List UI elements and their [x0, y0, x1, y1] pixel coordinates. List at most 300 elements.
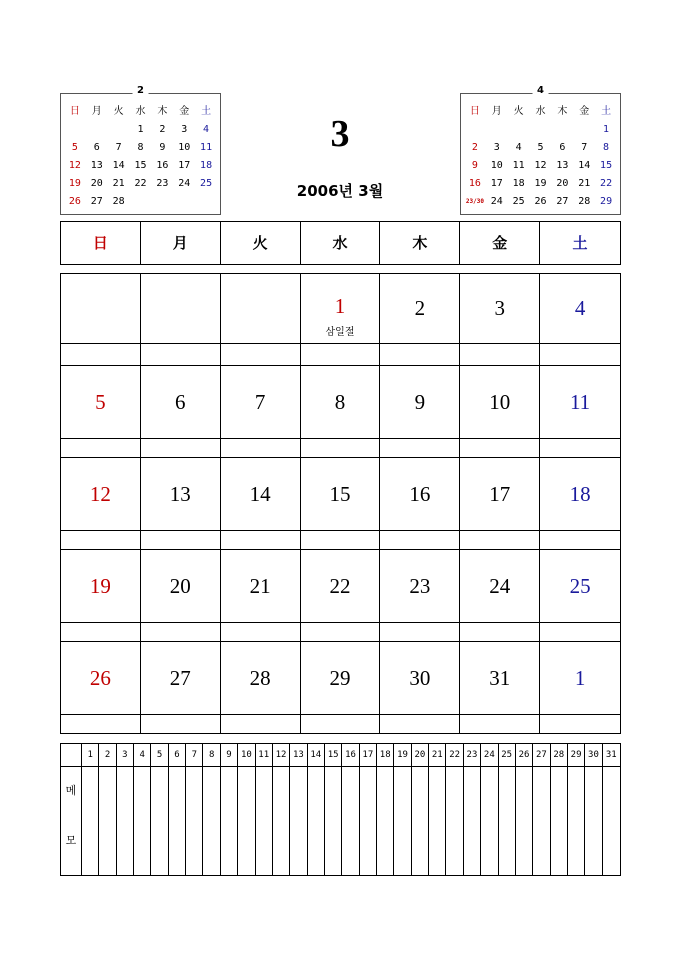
mini-day: 14	[578, 160, 591, 171]
mini-weekday-label: 金	[579, 106, 590, 117]
mini-day: 21	[578, 178, 591, 189]
day-number: 29	[329, 665, 351, 690]
memo-day-number: 8	[203, 744, 219, 767]
memo-day-number: 10	[238, 744, 254, 767]
mini-day: 16	[468, 178, 481, 189]
day-cell[interactable]	[141, 550, 221, 641]
memo-corner	[61, 744, 81, 767]
week-row	[61, 458, 620, 550]
memo-day-number: 20	[412, 744, 428, 767]
mini-day: 14	[112, 160, 125, 171]
day-cell-main	[540, 458, 620, 531]
memo-day-number: 1	[82, 744, 98, 767]
mini-day: 28	[112, 196, 125, 207]
day-number: 22	[329, 573, 351, 598]
mini-weekday-label: 日	[69, 106, 80, 117]
day-cell[interactable]	[221, 274, 301, 365]
day-cell[interactable]	[540, 366, 620, 457]
weekday-wed: 水	[301, 222, 381, 264]
day-cell[interactable]	[380, 366, 460, 457]
memo-label-top: 메	[65, 784, 77, 797]
memo-day-column[interactable]	[394, 744, 411, 875]
day-cell-main	[61, 550, 140, 623]
mini-day: 12	[68, 160, 81, 171]
memo-label-bottom: 모	[65, 834, 77, 847]
day-cell-main	[141, 550, 220, 623]
mini-day: 22	[134, 178, 147, 189]
mini-day: 4	[515, 142, 522, 153]
week-row	[61, 274, 620, 366]
memo-day-number: 31	[603, 744, 620, 767]
day-cell-main	[221, 274, 300, 344]
mini-weekday-label: 木	[157, 106, 168, 117]
day-cell[interactable]	[61, 642, 141, 733]
day-cell[interactable]	[301, 550, 381, 641]
day-cell-notes[interactable]	[301, 531, 380, 549]
day-cell-notes[interactable]	[301, 623, 380, 641]
day-cell[interactable]	[141, 274, 221, 365]
day-cell-notes[interactable]	[141, 623, 220, 641]
day-cell[interactable]	[301, 274, 381, 365]
mini-day: 13	[556, 160, 569, 171]
day-cell-main	[221, 550, 300, 623]
mini-day: 1	[603, 124, 610, 135]
day-cell[interactable]	[141, 366, 221, 457]
day-cell[interactable]	[221, 642, 301, 733]
weekday-tue: 火	[221, 222, 301, 264]
day-cell-notes[interactable]	[380, 623, 459, 641]
mini-day: 12	[534, 160, 547, 171]
memo-day-column[interactable]	[238, 744, 255, 875]
memo-day-number: 4	[134, 744, 150, 767]
day-number: 27	[169, 665, 191, 690]
mini-day: 11	[512, 160, 525, 171]
memo-day-number: 9	[221, 744, 237, 767]
mini-day	[173, 193, 195, 211]
weekday-thu: 木	[380, 222, 460, 264]
mini-weekday-label: 水	[535, 106, 546, 117]
day-number: 26	[89, 665, 111, 690]
weekday-sun: 日	[61, 222, 141, 264]
mini-weekday-label: 土	[201, 106, 212, 117]
day-cell-main	[141, 458, 220, 531]
day-cell[interactable]	[221, 458, 301, 549]
day-cell-main	[380, 274, 459, 344]
mini-day: 19	[534, 178, 547, 189]
memo-day-column[interactable]	[186, 744, 203, 875]
mini-weekday-label: 木	[557, 106, 568, 117]
memo-day-number: 22	[446, 744, 462, 767]
memo-day-column[interactable]	[82, 744, 99, 875]
memo-day-number: 21	[429, 744, 445, 767]
day-cell-notes[interactable]	[380, 715, 459, 733]
day-cell-notes[interactable]	[460, 439, 539, 457]
memo-day-column[interactable]	[203, 744, 220, 875]
day-cell-main	[380, 458, 459, 531]
day-number: 16	[409, 481, 431, 506]
day-number: 18	[569, 481, 591, 506]
day-cell-main	[380, 642, 459, 715]
memo-day-column[interactable]	[499, 744, 516, 875]
mini-weekday-label: 火	[113, 106, 124, 117]
week-row	[61, 366, 620, 458]
day-number: 11	[569, 389, 591, 414]
day-cell[interactable]	[301, 366, 381, 457]
memo-day-column[interactable]	[134, 744, 151, 875]
day-cell-notes[interactable]	[460, 344, 539, 365]
mini-weekday-label: 金	[179, 106, 190, 117]
day-cell[interactable]	[540, 550, 620, 641]
day-cell[interactable]	[460, 458, 540, 549]
day-cell-main	[61, 642, 140, 715]
day-cell[interactable]	[460, 366, 540, 457]
memo-day-column[interactable]	[446, 744, 463, 875]
day-cell-notes[interactable]	[540, 623, 620, 641]
mini-day: 27	[90, 196, 103, 207]
memo-day-column[interactable]	[568, 744, 585, 875]
day-number: 21	[249, 573, 271, 598]
memo-day-column[interactable]	[308, 744, 325, 875]
memo-day-column[interactable]	[412, 744, 429, 875]
day-cell[interactable]	[380, 458, 460, 549]
day-number: 20	[169, 573, 191, 598]
day-cell[interactable]	[221, 550, 301, 641]
day-cell[interactable]	[460, 550, 540, 641]
mini-day: 10	[490, 160, 503, 171]
day-cell[interactable]	[460, 642, 540, 733]
memo-label-column	[61, 744, 82, 875]
memo-day-column[interactable]	[429, 744, 446, 875]
memo-day-number: 7	[186, 744, 202, 767]
memo-day-column[interactable]	[256, 744, 273, 875]
mini-calendar-prev-title: 2	[132, 85, 149, 96]
day-cell[interactable]	[380, 642, 460, 733]
memo-day-number: 25	[499, 744, 515, 767]
day-cell-notes[interactable]	[301, 439, 380, 457]
mini-day: 20	[90, 178, 103, 189]
memo-day-column[interactable]	[603, 744, 620, 875]
day-cell-notes[interactable]	[460, 531, 539, 549]
day-cell-main	[221, 366, 300, 439]
mini-calendar-next-grid	[464, 103, 617, 211]
day-cell-notes[interactable]	[540, 531, 620, 549]
day-number: 6	[175, 389, 186, 414]
memo-day-number: 23	[464, 744, 480, 767]
memo-day-column[interactable]	[481, 744, 498, 875]
day-cell-main	[460, 458, 539, 531]
day-cell-main	[301, 458, 380, 531]
memo-day-number: 30	[585, 744, 601, 767]
mini-day: 21	[112, 178, 125, 189]
day-cell[interactable]	[301, 642, 381, 733]
mini-day: 28	[578, 196, 591, 207]
day-number: 31	[489, 665, 511, 690]
mini-day: 1	[137, 124, 144, 135]
day-cell-notes[interactable]	[61, 439, 140, 457]
memo-day-number: 18	[377, 744, 393, 767]
day-cell-notes[interactable]	[141, 439, 220, 457]
day-cell-main	[540, 366, 620, 439]
day-cell[interactable]	[380, 550, 460, 641]
day-number: 19	[89, 573, 111, 598]
mini-day: 18	[512, 178, 525, 189]
memo-day-number: 13	[290, 744, 306, 767]
mini-day: 15	[600, 160, 613, 171]
mini-day	[108, 121, 130, 139]
memo-day-column[interactable]	[117, 744, 134, 875]
memo-day-number: 28	[551, 744, 567, 767]
memo-day-number: 29	[568, 744, 584, 767]
memo-day-number: 14	[308, 744, 324, 767]
mini-day: 18	[200, 160, 213, 171]
memo-day-column[interactable]	[169, 744, 186, 875]
memo-day-column[interactable]	[585, 744, 602, 875]
day-number: 12	[89, 481, 111, 506]
day-cell-notes[interactable]	[301, 344, 380, 365]
mini-day: 19	[68, 178, 81, 189]
day-cell[interactable]	[540, 642, 620, 733]
day-cell-notes[interactable]	[61, 531, 140, 549]
day-cell-main	[61, 366, 140, 439]
mini-day: 3	[181, 124, 188, 135]
weekday-sat: 土	[572, 234, 588, 252]
mini-day	[486, 121, 508, 139]
day-cell-main	[380, 550, 459, 623]
day-cell-main	[380, 366, 459, 439]
mini-day: 29	[600, 196, 613, 207]
day-cell-notes[interactable]	[61, 623, 140, 641]
memo-day-number: 15	[325, 744, 341, 767]
day-number: 25	[569, 573, 591, 598]
memo-day-column[interactable]	[360, 744, 377, 875]
mini-day: 7	[581, 142, 588, 153]
day-cell-main	[460, 642, 539, 715]
memo-day-column[interactable]	[290, 744, 307, 875]
day-cell[interactable]	[221, 366, 301, 457]
memo-day-column[interactable]	[151, 744, 168, 875]
day-cell-notes[interactable]	[61, 715, 140, 733]
day-cell-main	[460, 550, 539, 623]
week-row	[61, 550, 620, 642]
day-cell-notes[interactable]	[540, 439, 620, 457]
mini-day	[464, 121, 486, 139]
day-cell[interactable]	[540, 274, 620, 365]
memo-day-number: 27	[533, 744, 549, 767]
day-number: 7	[254, 389, 266, 414]
memo-day-number: 24	[481, 744, 497, 767]
memo-day-number: 12	[273, 744, 289, 767]
mini-weekday-label: 月	[491, 106, 502, 117]
day-number: 14	[249, 481, 271, 506]
day-number: 5	[95, 389, 106, 414]
day-cell-main	[301, 274, 380, 344]
mini-day: 2	[159, 124, 166, 135]
day-cell-notes[interactable]	[540, 715, 620, 733]
mini-day: 5	[71, 142, 78, 153]
memo-day-column[interactable]	[221, 744, 238, 875]
mini-day: 9	[471, 160, 478, 171]
mini-day: 26	[534, 196, 547, 207]
day-cell[interactable]	[61, 274, 141, 365]
mini-calendar-prev-month	[60, 85, 221, 215]
day-number: 15	[329, 481, 351, 506]
day-cell-main	[301, 642, 380, 715]
day-cell[interactable]	[141, 458, 221, 549]
memo-day-column[interactable]	[325, 744, 342, 875]
day-number: 1	[574, 665, 586, 690]
mini-day: 24	[178, 178, 191, 189]
day-number: 30	[409, 665, 431, 690]
day-cell-main	[61, 458, 140, 531]
memo-day-column[interactable]	[342, 744, 359, 875]
day-cell[interactable]	[61, 458, 141, 549]
memo-day-column[interactable]	[551, 744, 568, 875]
day-cell-main	[460, 366, 539, 439]
month-calendar-grid	[60, 273, 621, 734]
memo-day-column[interactable]	[516, 744, 533, 875]
day-cell-notes[interactable]	[221, 439, 300, 457]
day-cell-notes[interactable]	[141, 344, 220, 365]
day-cell-notes[interactable]	[540, 344, 620, 365]
mini-day: 9	[159, 142, 166, 153]
mini-day: 26	[68, 196, 81, 207]
day-cell[interactable]	[540, 458, 620, 549]
day-cell-main	[540, 642, 620, 715]
mini-day: 8	[603, 142, 610, 153]
mini-day: 22	[600, 178, 613, 189]
day-cell-notes[interactable]	[141, 715, 220, 733]
mini-day	[551, 121, 573, 139]
day-cell-main	[141, 366, 220, 439]
mini-day: 13	[90, 160, 103, 171]
memo-day-number: 3	[117, 744, 133, 767]
mini-day: 15	[134, 160, 147, 171]
mini-weekday-label: 火	[513, 106, 524, 117]
day-cell[interactable]	[61, 550, 141, 641]
mini-day: 11	[200, 142, 213, 153]
memo-table	[60, 743, 621, 876]
memo-day-column[interactable]	[464, 744, 481, 875]
mini-calendar-prev-grid	[64, 103, 217, 211]
mini-weekday-label: 月	[91, 106, 102, 117]
mini-day: 20	[556, 178, 569, 189]
mini-weekday-label: 水	[135, 106, 146, 117]
mini-day: 8	[137, 142, 144, 153]
mini-day	[195, 193, 217, 211]
day-cell-notes[interactable]	[301, 715, 380, 733]
memo-day-number: 11	[256, 744, 272, 767]
mini-day: 25	[200, 178, 213, 189]
day-number: 28	[249, 665, 271, 690]
day-number: 23	[409, 573, 431, 598]
day-cell-main	[221, 642, 300, 715]
mini-day: 24	[490, 196, 503, 207]
day-cell[interactable]	[380, 274, 460, 365]
day-cell-main	[221, 458, 300, 531]
mini-day: 25	[512, 196, 525, 207]
day-cell-notes[interactable]	[460, 715, 539, 733]
mini-day	[151, 193, 173, 211]
day-cell-notes[interactable]	[380, 531, 459, 549]
mini-day: 23/30	[465, 198, 484, 205]
day-cell-notes[interactable]	[460, 623, 539, 641]
day-number: 8	[334, 389, 346, 414]
day-cell-notes[interactable]	[380, 344, 459, 365]
memo-day-number: 26	[516, 744, 532, 767]
day-cell[interactable]	[141, 642, 221, 733]
day-cell-notes[interactable]	[61, 344, 140, 365]
memo-day-column[interactable]	[533, 744, 550, 875]
year-month-title: 2006년 3월	[296, 182, 384, 200]
day-cell[interactable]	[460, 274, 540, 365]
day-cell-notes[interactable]	[221, 623, 300, 641]
day-number: 9	[414, 389, 426, 414]
mini-weekday-label: 土	[601, 106, 612, 117]
memo-day-number: 19	[394, 744, 410, 767]
day-number: 17	[489, 481, 511, 506]
mini-day: 7	[115, 142, 122, 153]
day-cell-notes[interactable]	[221, 715, 300, 733]
day-cell-main	[141, 642, 220, 715]
day-cell-main	[460, 274, 539, 344]
mini-day: 17	[178, 160, 191, 171]
memo-day-number: 2	[99, 744, 115, 767]
day-number: 2	[414, 296, 426, 320]
day-number: 4	[574, 296, 586, 320]
memo-day-column[interactable]	[377, 744, 394, 875]
mini-day: 6	[93, 142, 100, 153]
day-cell-main	[301, 550, 380, 623]
mini-day	[508, 121, 530, 139]
day-cell-notes[interactable]	[221, 344, 300, 365]
day-cell-main	[61, 274, 140, 344]
mini-day	[86, 121, 108, 139]
month-number: 3	[330, 113, 350, 155]
weekday-fri: 金	[460, 222, 540, 264]
day-number: 1	[334, 294, 346, 318]
memo-day-column[interactable]	[273, 744, 290, 875]
mini-calendar-next-title: 4	[532, 85, 549, 96]
weekday-mon: 月	[141, 222, 221, 264]
mini-day: 3	[493, 142, 500, 153]
holiday-label: 삼일절	[325, 327, 355, 338]
day-number: 10	[489, 389, 511, 414]
day-cell-notes[interactable]	[221, 531, 300, 549]
memo-day-number: 17	[360, 744, 376, 767]
memo-day-number: 6	[169, 744, 185, 767]
mini-day: 2	[471, 142, 478, 153]
memo-day-number: 5	[151, 744, 167, 767]
day-number: 13	[169, 481, 191, 506]
mini-day: 17	[490, 178, 503, 189]
day-cell-notes[interactable]	[380, 439, 459, 457]
day-cell-main	[141, 274, 220, 344]
mini-day: 10	[178, 142, 191, 153]
weekday-header	[60, 221, 621, 265]
day-cell-main	[301, 366, 380, 439]
day-cell-main	[540, 550, 620, 623]
mini-day	[130, 193, 152, 211]
mini-weekday-label: 日	[469, 106, 480, 117]
day-cell[interactable]	[301, 458, 381, 549]
memo-day-column[interactable]	[99, 744, 116, 875]
mini-day: 16	[156, 160, 169, 171]
week-row	[61, 642, 620, 733]
day-cell-notes[interactable]	[141, 531, 220, 549]
day-cell[interactable]	[61, 366, 141, 457]
mini-day	[530, 121, 552, 139]
mini-calendar-next-month	[460, 85, 621, 215]
